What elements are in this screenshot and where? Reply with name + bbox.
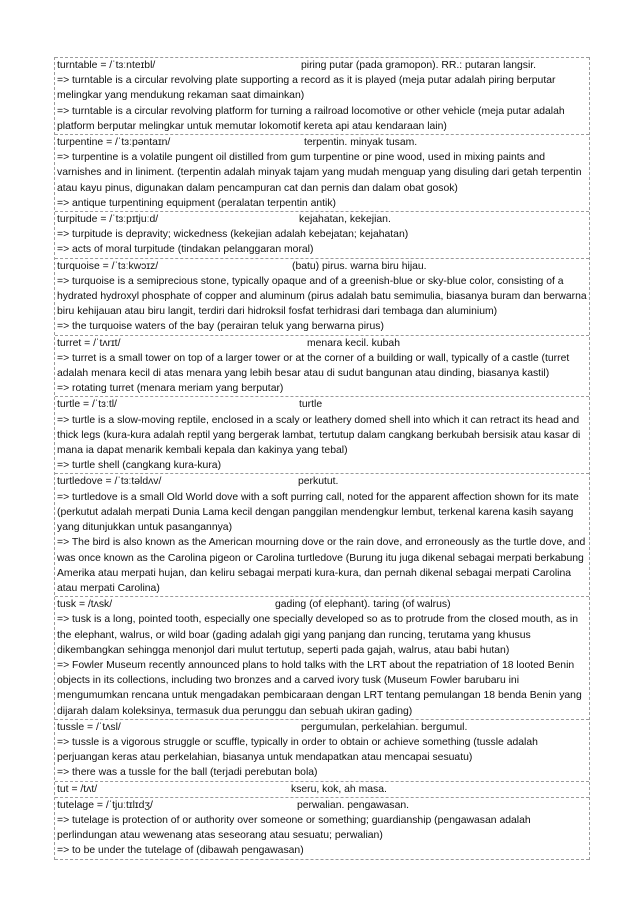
definition-line: => there was a tussle for the ball (terjadi perebutan bola) bbox=[57, 767, 318, 779]
entry-turtle bbox=[55, 396, 589, 473]
headword: turquoise = /ˈtɜːkwɔɪz/ bbox=[57, 260, 159, 272]
definition-line: => to be under the tutelage of (dibawah pengawasan) bbox=[57, 845, 304, 857]
translation: perkutut. bbox=[298, 476, 339, 488]
entry-header bbox=[57, 58, 587, 73]
entry-turpitude bbox=[55, 211, 589, 258]
translation: (batu) pirus. warna biru hijau. bbox=[292, 260, 427, 272]
definition-line: => turntable is a circular revolving platform for turning a railroad locomotive or other vehicle (meja putar adalah platform berputar melingkar untuk memutar lokomotif kereta api atau kendaraan lain) bbox=[57, 105, 565, 132]
entry-header bbox=[57, 720, 587, 735]
translation: turtle bbox=[299, 399, 323, 411]
headword: turpitude = /ˈtɜːpɪtjuːd/ bbox=[57, 214, 159, 226]
headword: turtle = /ˈtɜːtl/ bbox=[57, 399, 117, 411]
translation: pergumulan, perkelahian. bergumul. bbox=[301, 721, 468, 733]
entry-turpentine bbox=[55, 134, 589, 211]
entry-turtledove bbox=[55, 473, 589, 596]
entry-header bbox=[57, 212, 587, 227]
definition-line: => tussle is a vigorous struggle or scuffle, typically in order to obtain or achieve something (tussle adalah perjuangan keras atau perkelahian, biasanya untuk mendapatkan atau mencapai sesuatu) bbox=[57, 736, 538, 764]
definition-line: => turtle is a slow-moving reptile, enclosed in a scaly or leathery domed shell into which it can retract its head and thick legs (kura-kura adalah reptil yang bergerak lambat, tertutup dalam cangkang berkubah bersisik atau kasar di mana ia dapat menarik kembali kepala dan kakinya yang tebal) bbox=[57, 414, 581, 457]
definition-line: => antique turpentining equipment (peralatan terpentin antik) bbox=[57, 197, 337, 209]
translation: kejahatan, kekejian. bbox=[299, 214, 391, 226]
definition-line: => acts of moral turpitude (tindakan pelanggaran moral) bbox=[57, 244, 314, 256]
entry-header bbox=[57, 259, 587, 274]
definition-line: => the turquoise waters of the bay (perairan teluk yang berwarna pirus) bbox=[57, 321, 384, 333]
entry-header bbox=[57, 474, 587, 489]
entry-turret bbox=[55, 335, 589, 397]
entry-turquoise bbox=[55, 258, 589, 335]
dictionary-page bbox=[54, 57, 590, 860]
translation: gading (of elephant). taring (of walrus) bbox=[275, 599, 451, 611]
definition-line: => turtle shell (cangkang kura-kura) bbox=[57, 460, 222, 472]
translation: piring putar (pada gramopon). RR.: putaran langsir. bbox=[301, 60, 537, 71]
headword: turtledove = /ˈtɜːtəldʌv/ bbox=[57, 476, 162, 488]
definition-line: => turquoise is a semiprecious stone, typically opaque and of a greenish-blue or sky-blue color, consisting of a hydrated hydroxyl phosphate of copper and aluminum (pirus adalah batu semimulia, biasanya buram dan berwarna biru kehijauan atau biru langit, terdiri dari hidroksil fosfat terhidrasi dari tembaga dan aluminium) bbox=[57, 275, 587, 318]
translation: perwalian. pengawasan. bbox=[297, 799, 410, 811]
headword: tutelage = /ˈtjuːtɪlɪdʒ/ bbox=[57, 799, 153, 811]
entry-header bbox=[57, 798, 587, 813]
entry-header bbox=[57, 135, 587, 150]
headword: turntable = /ˈtɜːnteɪbl/ bbox=[57, 60, 156, 71]
entry-header bbox=[57, 336, 587, 351]
entry-tut bbox=[55, 781, 589, 797]
entry-header bbox=[57, 597, 587, 612]
entry-tusk bbox=[55, 596, 589, 719]
definition-line: => tutelage is protection of or authority over someone or something; guardianship (pengawasan adalah perlindungan atau wewenang atas seseorang atau sesuatu; perwalian) bbox=[57, 814, 531, 842]
definition-line: => tusk is a long, pointed tooth, especially one specially developed so as to protrude from the closed mouth, as in the elephant, walrus, or wild boar (gading adalah gigi yang panjang dan runcing, terutama yang khusus dikembangkan sehingga menonjol dari mulut tertutup, seperti pada gajah, walrus, atau babi hutan) bbox=[57, 614, 578, 656]
definition-line: => Fowler Museum recently announced plans to hold talks with the LRT about the repatriation of 18 looted Benin objects in its collections, including two bronzes and a carved ivory tusk (Museum Fowler barubaru ini mengumumkan rencana untuk mengadakan pembicaraan dengan LRT tentang pemulangan 18 benda Benin yang dijarah dalam koleksinya, termasuk dua perunggu dan sebuah ukiran gading) bbox=[57, 659, 582, 717]
headword: turret = /ˈtʌrɪt/ bbox=[57, 337, 121, 349]
translation: kseru, kok, ah masa. bbox=[291, 783, 387, 795]
entry-tutelage bbox=[55, 797, 589, 860]
definition-line: => The bird is also known as the American mourning dove or the rain dove, and erroneously as the turtle dove, and was once known as the Carolina pigeon or Carolina turtledove (Burung itu juga dikenal sebagai merpati berkabung Amerika atau merpati hujan, dan keliru sebagai merpati kura-kura, dan pernah dikenal sebagai merpati Carolina atau merpati Carolina) bbox=[57, 537, 586, 594]
definition-line: => rotating turret (menara meriam yang berputar) bbox=[57, 383, 284, 395]
definition-line: => turpitude is depravity; wickedness (kekejian adalah kebejatan; kejahatan) bbox=[57, 229, 409, 241]
entry-header bbox=[57, 782, 587, 797]
definition-line: => turntable is a circular revolving plate supporting a record as it is played (meja putar adalah piring berputar melingkar yang mendukung rekaman saat dimainkan) bbox=[57, 75, 556, 102]
definition-line: => turret is a small tower on top of a larger tower or at the corner of a building or wall, typically of a castle (turret adalah menara kecil di atas menara yang lebih besar atau di sudut bangunan atau dinding, biasanya kastil) bbox=[57, 352, 570, 380]
translation: menara kecil. kubah bbox=[307, 337, 400, 349]
headword: tusk = /tʌsk/ bbox=[57, 599, 113, 611]
entry-turntable bbox=[55, 57, 589, 134]
definition-line: => turpentine is a volatile pungent oil distilled from gum turpentine or pine wood, used in mixing paints and varnishes and in liniment. (terpentin adalah minyak tajam yang mudah menguap yang disuling dari getah terpentin atau kayu pinus, digunakan dalam pencampuran cat dan pernis dan dalam obat gosok) bbox=[57, 152, 582, 194]
headword: turpentine = /ˈtɜːpəntaɪn/ bbox=[57, 137, 171, 149]
definition-line: => turtledove is a small Old World dove with a soft purring call, noted for the apparent affection shown for its mate (perkutut adalah merpati Dunia Lama kecil dengan panggilan mendengkur lembut, terkenal karena kasih sayang yang ditunjukkan untuk pasangannya) bbox=[57, 491, 579, 534]
headword: tut = /tʌt/ bbox=[57, 783, 98, 795]
entry-header bbox=[57, 397, 587, 412]
translation: terpentin. minyak tusam. bbox=[304, 137, 418, 149]
headword: tussle = /ˈtʌsl/ bbox=[57, 721, 121, 733]
entry-tussle bbox=[55, 719, 589, 781]
